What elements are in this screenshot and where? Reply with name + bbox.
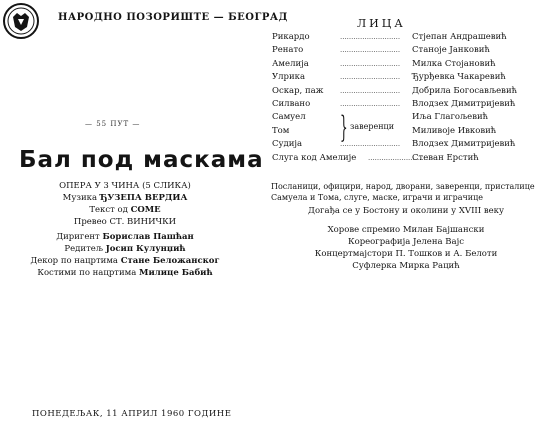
role: Улрика — [272, 72, 306, 83]
credit-line: Кореографија Јелена Вајс — [348, 237, 464, 247]
credit-line: Хорове спремио Милан Бајшански — [327, 225, 485, 235]
leader-dots: ........................... — [340, 46, 401, 55]
leader-dots: ........................... — [340, 86, 401, 95]
credit-line: Превео СТ. ВИНИЧКИ — [73, 217, 177, 227]
leader-dots: ........................... — [340, 59, 401, 68]
cast-row — [272, 32, 540, 45]
cast-row — [272, 59, 540, 72]
leader-dots: ........................... — [368, 153, 429, 162]
setting-line: Догађа се у Бостону и околини у XVIII веку — [308, 206, 504, 216]
actor: Милка Стојановић — [412, 58, 496, 69]
actor: Добрила Богосављевић — [412, 85, 518, 96]
actor: Стеван Ерстић — [412, 152, 479, 163]
credit-line: Суфлерка Мирка Рацић — [352, 261, 460, 271]
actor: Влодзех Димитријевић — [412, 98, 516, 109]
role: Самуел — [272, 112, 306, 123]
actor: Влодзех Димитријевић — [412, 139, 516, 150]
credits-block — [20, 180, 230, 279]
performance-date: ПОНЕДЕЉАК, 11 АПРИЛ 1960 ГОДИНЕ — [32, 409, 232, 419]
brace-mark: } — [340, 109, 348, 145]
staff-line: Декор по нацртима Стане Беложанског — [30, 256, 220, 266]
credit-line: Музика ЂУЗЕПА ВЕРДИА — [62, 193, 188, 203]
staff-line: Диригент Борислав Пашћан — [56, 232, 194, 242]
theatre-name: НАРОДНО ПОЗОРИШТЕ — БЕОГРАД — [58, 12, 288, 23]
cast-list — [272, 32, 540, 166]
crest-icon — [6, 6, 36, 36]
role: Амелија — [272, 58, 309, 69]
cast-row — [272, 45, 540, 58]
cast-heading: ЛИЦА — [357, 17, 406, 30]
credit-line: Текст од СОМЕ — [89, 205, 161, 215]
cast-row — [272, 139, 540, 152]
role: Оскар, паж — [272, 85, 324, 96]
credit-line: ОПЕРА У 3 ЧИНА (5 СЛИКА) — [59, 181, 191, 191]
conspirators-label: заверенци — [350, 121, 395, 131]
role: Том — [272, 125, 290, 136]
staff-line: Костими по нацртима Милице Бабић — [37, 268, 213, 278]
extras-line: Посланици, официри, народ, дворани, заверенци, присталице Самуела и Тома, слуге, маске, играчи и играчице — [271, 182, 535, 202]
actor: Миливоје Ивковић — [412, 125, 497, 136]
performance-number: — 55 ПУТ — — [85, 120, 141, 128]
theatre-seal — [3, 3, 39, 39]
leader-dots: ........................... — [340, 140, 401, 149]
role: Слуга код Амелије — [272, 152, 357, 163]
leader-dots: ........................... — [340, 73, 401, 82]
role: Силвано — [272, 98, 311, 109]
opera-title: Бал под маскама — [19, 147, 264, 173]
staff-line: Редитељ Јосип Кулунџић — [64, 244, 186, 254]
leader-dots: ........................... — [340, 99, 401, 108]
role: Судија — [272, 139, 303, 150]
cast-row — [272, 153, 540, 166]
credit-line: Концертмајстори П. Тошков и А. Белоти — [314, 249, 498, 259]
cast-row — [272, 72, 540, 85]
cast-row — [272, 99, 540, 112]
actor: Станоје Јанковић — [412, 45, 490, 56]
actor: Ђурђевка Чакаревић — [412, 72, 506, 83]
actor: Иља Глагољевић — [412, 112, 489, 123]
role: Рикардо — [272, 32, 310, 42]
cast-row — [272, 86, 540, 99]
production-credits — [272, 205, 540, 272]
leader-dots: ........................... — [340, 33, 401, 41]
role: Ренато — [272, 45, 304, 56]
actor: Стјепан Андрашевић — [412, 32, 507, 42]
cast-row — [272, 112, 540, 125]
